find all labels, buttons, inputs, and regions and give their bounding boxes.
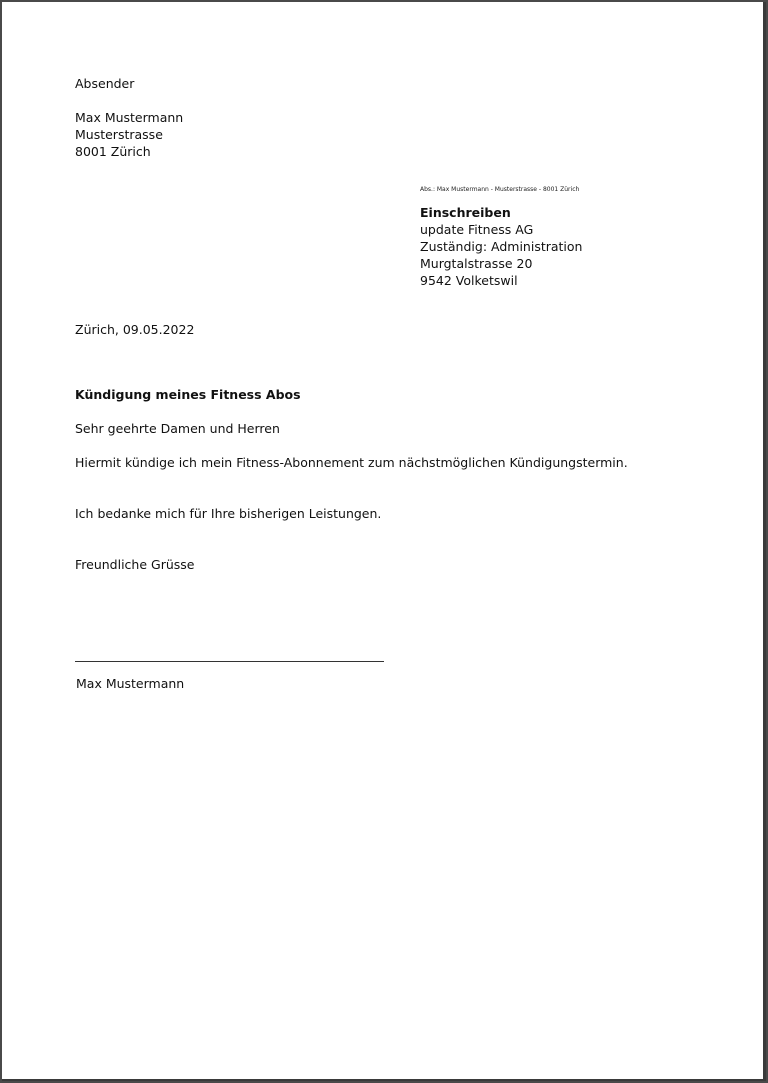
place-date: Zürich, 09.05.2022 xyxy=(75,322,195,337)
sender-street: Musterstrasse xyxy=(75,127,163,142)
letter-page xyxy=(2,2,766,1081)
sender-heading: Absender xyxy=(75,76,135,91)
return-address-line: Abs.: Max Mustermann - Musterstrasse - 8001 Zürich xyxy=(420,186,580,193)
recipient-company: update Fitness AG xyxy=(420,222,534,237)
recipient-city: 9542 Volketswil xyxy=(420,273,518,288)
signature-name: Max Mustermann xyxy=(76,676,185,691)
recipient-department: Zuständig: Administration xyxy=(420,239,583,254)
body-paragraph-2: Ich bedanke mich für Ihre bisherigen Leistungen. xyxy=(75,506,382,521)
body-paragraph-1: Hiermit kündige ich mein Fitness-Abonnement zum nächstmöglichen Kündigungstermin. xyxy=(75,455,628,470)
signature-line xyxy=(75,661,384,662)
salutation: Sehr geehrte Damen und Herren xyxy=(75,421,280,436)
recipient-street: Murgtalstrasse 20 xyxy=(420,256,533,271)
subject: Kündigung meines Fitness Abos xyxy=(75,387,301,402)
sender-name: Max Mustermann xyxy=(75,110,184,125)
delivery-type: Einschreiben xyxy=(420,205,511,220)
closing: Freundliche Grüsse xyxy=(75,557,195,572)
sender-city: 8001 Zürich xyxy=(75,144,151,159)
